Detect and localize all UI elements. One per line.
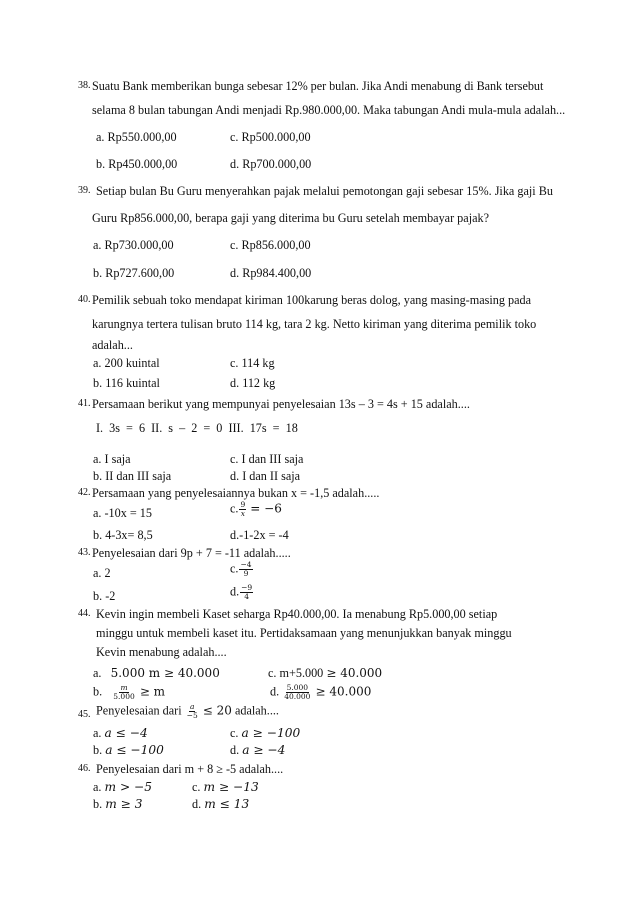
option-c: c. Rp500.000,00 bbox=[230, 130, 311, 144]
fraction bbox=[239, 561, 252, 578]
option-c bbox=[192, 780, 259, 794]
option-a: a. 2 bbox=[93, 566, 111, 580]
fraction-denominator: 5.000 bbox=[113, 692, 135, 701]
option-a-math: 5.000 m ≥ 40.000 bbox=[110, 666, 220, 680]
fraction-denominator: −5 bbox=[186, 711, 198, 720]
option-d bbox=[230, 743, 285, 757]
option-c-rest: = −6 bbox=[250, 501, 282, 516]
option-a-math: a ≤ −4 bbox=[104, 726, 148, 740]
fraction-numerator: 9 bbox=[240, 500, 246, 509]
option-a: a. I saja bbox=[93, 452, 131, 466]
option-b: b. II dan III saja bbox=[93, 469, 172, 483]
fraction-numerator: a bbox=[189, 702, 195, 711]
fraction-denominator: x bbox=[240, 509, 245, 518]
option-b: b. -2 bbox=[93, 589, 116, 603]
option-c bbox=[230, 501, 282, 518]
option-c-prefix: c. bbox=[230, 501, 239, 516]
option-a-prefix: a. bbox=[93, 726, 102, 740]
question-text: Suatu Bank memberikan bunga sebesar 12% per bulan. Jika Andi menabung di Bank tersebut bbox=[92, 79, 544, 93]
question-number: 42. bbox=[78, 487, 91, 498]
question-number: 40. bbox=[78, 294, 91, 305]
fraction-denominator: 9 bbox=[243, 569, 249, 578]
option-c-prefix: c. bbox=[230, 726, 239, 740]
option-c-math: m ≥ −13 bbox=[203, 780, 259, 794]
fraction bbox=[239, 501, 246, 518]
fraction bbox=[112, 684, 135, 701]
fraction bbox=[283, 684, 311, 701]
question-text: Guru Rp856.000,00, berapa gaji yang diterima bu Guru setelah membayar pajak? bbox=[92, 211, 489, 225]
option-b: b. Rp727.600,00 bbox=[93, 266, 175, 280]
option-b-prefix: b. bbox=[93, 743, 103, 757]
question-prefix: Penyelesaian dari bbox=[96, 703, 182, 718]
option-c: c. Rp856.000,00 bbox=[230, 238, 311, 252]
question-text: Pemilik sebuah toko mendapat kiriman 100karung beras dolog, yang masing-masing pada bbox=[92, 293, 531, 307]
option-b-math: a ≤ −100 bbox=[105, 743, 164, 757]
option-d: d. I dan II saja bbox=[230, 469, 301, 483]
fraction-denominator: 40.000 bbox=[284, 692, 311, 701]
fraction-numerator: −4 bbox=[240, 560, 252, 569]
option-a bbox=[93, 726, 148, 740]
option-a-prefix: a. bbox=[93, 780, 102, 794]
option-b bbox=[93, 684, 165, 701]
fraction-numerator: 5.000 bbox=[286, 683, 309, 692]
question-number: 46. bbox=[78, 763, 91, 774]
option-b bbox=[93, 743, 164, 757]
fraction-denominator: 4 bbox=[244, 592, 250, 601]
question-number: 41. bbox=[78, 398, 91, 409]
option-c-prefix: c. bbox=[192, 780, 201, 794]
option-a bbox=[93, 780, 152, 794]
option-d bbox=[192, 797, 249, 811]
option-b-prefix: b. bbox=[93, 797, 103, 811]
option-b-math: m ≥ 3 bbox=[105, 797, 143, 811]
option-d: d. Rp700.000,00 bbox=[230, 157, 312, 171]
question-tail: adalah.... bbox=[234, 703, 279, 718]
option-d-prefix: d. bbox=[230, 584, 240, 599]
option-a-math: m > −5 bbox=[104, 780, 152, 794]
fraction-numerator: m bbox=[120, 683, 128, 692]
option-d: d. 112 kg bbox=[230, 376, 276, 390]
option-b: b. 4-3x= 8,5 bbox=[93, 528, 153, 542]
question-text bbox=[96, 703, 279, 720]
question-number: 38. bbox=[78, 80, 91, 91]
fraction bbox=[240, 584, 253, 601]
option-c-math: a ≥ −100 bbox=[241, 726, 301, 740]
option-a: a. Rp550.000,00 bbox=[96, 130, 177, 144]
statement-list: I. 3s = 6 II. s – 2 = 0 III. 17s = 18 bbox=[96, 421, 298, 435]
option-c bbox=[230, 726, 300, 740]
option-d-prefix: d. bbox=[192, 797, 202, 811]
option-d bbox=[270, 684, 371, 701]
question-text: adalah... bbox=[92, 338, 133, 352]
option-b-rest: ≥ m bbox=[139, 684, 166, 699]
question-text: Penyelesaian dari 9p + 7 = -11 adalah..... bbox=[92, 546, 291, 560]
option-a: a. -10x = 15 bbox=[93, 506, 152, 520]
question-number: 39. bbox=[78, 185, 91, 196]
option-b bbox=[93, 797, 142, 811]
question-number: 44. bbox=[78, 608, 91, 619]
option-d-prefix: d. bbox=[230, 743, 240, 757]
question-text: selama 8 bulan tabungan Andi menjadi Rp.980.000,00. Maka tabungan Andi mula-mula adalah... bbox=[92, 103, 566, 117]
question-number: 43. bbox=[78, 547, 91, 558]
option-c-math: ≥ 40.000 bbox=[326, 666, 383, 680]
question-text: Kevin ingin membeli Kaset seharga Rp40.000,00. Ia menabung Rp5.000,00 setiap bbox=[96, 607, 498, 621]
question-text: karungnya tertera tulisan bruto 114 kg, tara 2 kg. Netto kiriman yang diterima pemilik toko bbox=[92, 317, 537, 331]
option-d bbox=[230, 584, 254, 601]
option-a bbox=[93, 666, 220, 680]
option-c: c. 114 kg bbox=[230, 356, 275, 370]
option-a-prefix: a. bbox=[93, 666, 102, 680]
question-text: minggu untuk membeli kaset itu. Pertidaksamaan yang menunjukkan banyak minggu bbox=[96, 626, 512, 640]
question-number: 45. bbox=[78, 709, 91, 720]
option-d: d. Rp984.400,00 bbox=[230, 266, 312, 280]
option-c-prefix: c. bbox=[230, 561, 239, 576]
option-d: d.-1-2x = -4 bbox=[230, 528, 289, 542]
question-text: Kevin menabung adalah.... bbox=[96, 645, 227, 659]
question-text: Penyelesaian dari m + 8 ≥ -5 adalah.... bbox=[96, 762, 284, 776]
option-a: a. Rp730.000,00 bbox=[93, 238, 174, 252]
option-d-math: m ≤ 13 bbox=[204, 797, 250, 811]
option-c bbox=[230, 561, 254, 578]
fraction bbox=[186, 703, 199, 720]
question-text: Setiap bulan Bu Guru menyerahkan pajak melalui pemotongan gaji sebesar 15%. Jika gaji Bu bbox=[96, 184, 553, 198]
option-b: b. 116 kuintal bbox=[93, 376, 160, 390]
option-b: b. Rp450.000,00 bbox=[96, 157, 178, 171]
option-b-prefix: b. bbox=[93, 684, 103, 699]
option-c-prefix: c. m+5.000 bbox=[268, 666, 324, 680]
question-inequality: ≤ 20 bbox=[202, 703, 232, 718]
option-c bbox=[268, 666, 382, 680]
fraction-numerator: −9 bbox=[241, 583, 253, 592]
option-a: a. 200 kuintal bbox=[93, 356, 160, 370]
option-d-math: a ≥ −4 bbox=[242, 743, 286, 757]
option-d-rest: ≥ 40.000 bbox=[315, 684, 372, 699]
option-c: c. I dan III saja bbox=[230, 452, 304, 466]
option-d-prefix: d. bbox=[270, 684, 280, 699]
question-text: Persamaan berikut yang mempunyai penyelesaian 13s – 3 = 4s + 15 adalah.... bbox=[92, 397, 470, 411]
question-text: Persamaan yang penyelesaiannya bukan x = -1,5 adalah..... bbox=[92, 486, 380, 500]
